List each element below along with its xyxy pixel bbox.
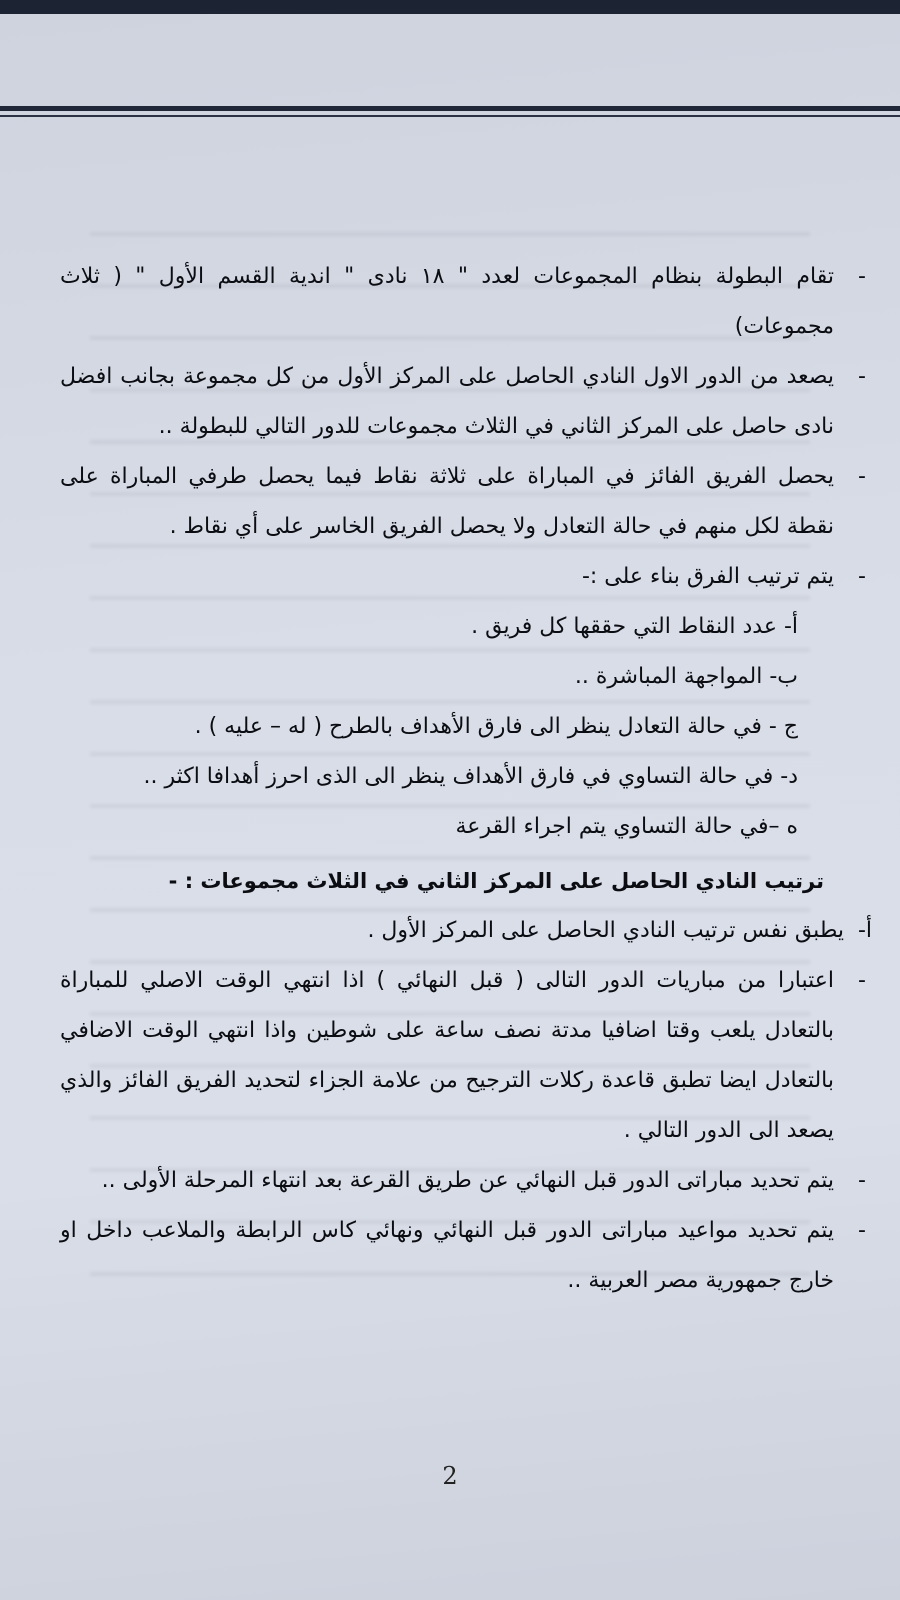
section-heading: ترتيب النادي الحاصل على المركز الثاني في الثلاث مجموعات : - [168,869,824,893]
bullet-marker: أ- [857,918,872,943]
header-rule-thick [0,106,900,111]
page-number: 2 [442,1462,458,1490]
bullet-dash: - [858,1218,866,1243]
ranking-criterion: ب- المواجهة المباشرة .. [574,664,798,689]
rule-text: يتم تحديد مباراتى الدور قبل النهائي عن طريق القرعة بعد انتهاء المرحلة الأولى .. [101,1168,834,1193]
bullet-dash: - [858,564,866,589]
ranking-criterion: ج - في حالة التعادل ينظر الى فارق الأهداف بالطرح ( له – عليه ) . [194,714,798,739]
bullet-dash: - [858,968,866,993]
bullet-dash: - [858,464,866,489]
rule-text: تقام البطولة بنظام المجموعات لعدد " ١٨ نادى " اندية القسم الأول " ( ثلاث مجموعات) [60,264,834,339]
rule-item [60,552,872,602]
ranking-criterion: أ- عدد النقاط التي حققها كل فريق . [471,614,798,639]
rule-item [60,452,872,552]
rule-item [60,1156,872,1206]
rule-text: يطبق نفس ترتيب النادي الحاصل على المركز الأول . [367,918,844,943]
rule-text: يحصل الفريق الفائز في المباراة على ثلاثة نقاط فيما يحصل طرفي المباراة على نقطة لكل منهم في حالة التعادل ولا يحصل الفريق الخاسر على أي نقاط . [60,464,834,539]
rule-item [60,252,872,352]
ranking-criterion: ه –في حالة التساوي يتم اجراء القرعة [455,814,798,839]
bullet-dash: - [858,364,866,389]
rule-item [60,906,872,956]
ranking-criterion: د- في حالة التساوي في فارق الأهداف ينظر الى الذى احرز أهدافا اكثر .. [143,764,798,789]
rule-text: يصعد من الدور الاول النادي الحاصل على المركز الأول من كل مجموعة بجانب افضل نادى حاصل على المركز الثاني في الثلاث مجموعات للدور التالي للبطولة .. [60,364,834,439]
rule-text: يتم ترتيب الفرق بناء على :- [581,564,834,589]
rule-text: اعتبارا من مباريات الدور التالى ( قبل النهائي ) اذا انتهي الوقت الاصلي للمباراة بالتعادل يلعب وقتا اضافيا مدتة نصف ساعة على شوطين واذا انتهي الوقت الاضافي بالتعادل ايضا تطبق قاعدة ركلات الترجيح من علامة الجزاء لتحديد الفريق الفائز والذي يصعد الى الدور التالي . [60,968,834,1143]
bullet-dash: - [858,1168,866,1193]
bullet-dash: - [858,264,866,289]
rule-text: يتم تحديد مواعيد مباراتى الدور قبل النهائي ونهائي كاس الرابطة والملاعب داخل او خارج جمهورية مصر العربية .. [60,1218,834,1293]
header-rule-thin [0,115,900,117]
rule-item [60,1206,872,1306]
rule-item [60,352,872,452]
rules-body [60,252,872,1306]
rule-item [60,956,872,1156]
